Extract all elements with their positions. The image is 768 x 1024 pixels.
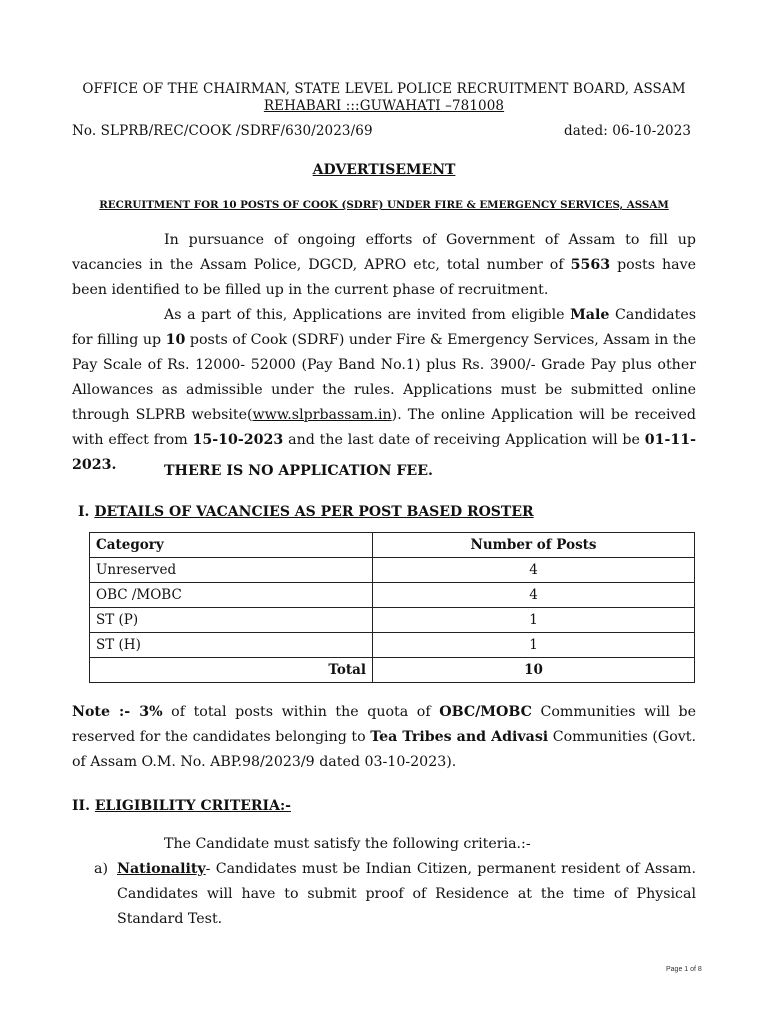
criteria-marker: a) — [94, 861, 108, 877]
table-total-label: Total — [90, 658, 373, 683]
total-posts-count: 5563 — [570, 257, 611, 273]
table-cell-category: Unreserved — [90, 558, 373, 583]
criteria-intro: The Candidate must satisfy the following criteria.:- — [164, 836, 531, 852]
section-2-heading — [72, 798, 291, 814]
paragraph-intro — [72, 228, 696, 303]
nationality-text: - Candidates must be Indian Citizen, permanent resident of Assam. Candidates will have to submit proof of Residence at the time of Physical Standard Test. — [117, 861, 696, 927]
vacancy-table — [89, 532, 695, 683]
page-number: Page 1 of 8 — [666, 966, 702, 973]
document-subtitle — [0, 199, 768, 211]
table-cell-posts: 4 — [373, 558, 695, 583]
document-subtitle-text: RECRUITMENT FOR 10 POSTS OF COOK (SDRF) UNDER FIRE & EMERGENCY SERVICES, ASSAM — [99, 199, 669, 211]
paragraph-application — [72, 303, 696, 478]
table-header-row — [90, 533, 695, 558]
note-tea-tribes: Tea Tribes and Adivasi — [370, 729, 549, 745]
document-title-text: ADVERTISEMENT — [312, 162, 456, 178]
start-date: 15-10-2023 — [192, 432, 284, 448]
reservation-note — [72, 700, 696, 775]
section-1-numeral: I. — [78, 504, 90, 520]
para2-text-1: As a part of this, Applications are invited from eligible — [164, 307, 571, 323]
section-2-title: ELIGIBILITY CRITERIA:- — [94, 798, 291, 814]
table-total-row — [90, 658, 695, 683]
para2-text-3: posts of Cook (SDRF) under Fire & Emergency Services, Assam in the Pay Scale of Rs. 12000- 52000 (Pay Band No.1) plus Rs. 3900/- Grade Pay plus other Allowances as admissible under the rules. Applications must be submitted online through SLPRB website( — [72, 332, 696, 423]
para2-text-5: and the last date of receiving Application will be — [283, 432, 645, 448]
office-address — [0, 98, 768, 114]
note-obc: OBC/MOBC — [439, 704, 532, 720]
section-2-numeral: II. — [72, 798, 90, 814]
office-address-text: REHABARI :::GUWAHATI –781008 — [263, 98, 505, 114]
table-header-posts: Number of Posts — [373, 533, 695, 558]
office-header: OFFICE OF THE CHAIRMAN, STATE LEVEL POLICE RECRUITMENT BOARD, ASSAM — [82, 81, 686, 97]
document-title — [0, 162, 768, 178]
para1-text-1: In pursuance of ongoing efforts of Government of Assam to fill up vacancies in the Assam Police, DGCD, APRO etc, total number of — [72, 232, 696, 273]
cook-posts-count: 10 — [165, 332, 186, 348]
table-row — [90, 608, 695, 633]
table-cell-category: OBC /MOBC — [90, 583, 373, 608]
male-emphasis: Male — [570, 307, 610, 323]
note-label: Note :- — [72, 704, 140, 720]
nationality-label: Nationality — [117, 861, 206, 877]
no-fee-notice: THERE IS NO APPLICATION FEE. — [164, 463, 433, 479]
table-header-category: Category — [90, 533, 373, 558]
date-line: dated: 06-10-2023 — [564, 123, 692, 139]
note-percentage: 3% — [139, 704, 163, 720]
website-link[interactable]: www.slprbassam.in — [252, 407, 392, 423]
para2-text-4: ). The online Application will be received with effect from — [72, 407, 697, 448]
note-text-2: Communities will be reserved for the candidates belonging to — [72, 704, 697, 745]
table-cell-posts: 1 — [373, 633, 695, 658]
table-row — [90, 633, 695, 658]
table-total-value: 10 — [373, 658, 695, 683]
end-date: 01-11-2023. — [72, 432, 696, 473]
criteria-nationality — [117, 857, 696, 932]
section-1-heading — [78, 504, 534, 520]
table-cell-posts: 4 — [373, 583, 695, 608]
table-cell-category: ST (H) — [90, 633, 373, 658]
table-cell-posts: 1 — [373, 608, 695, 633]
table-cell-category: ST (P) — [90, 608, 373, 633]
section-1-title: DETAILS OF VACANCIES AS PER POST BASED ROSTER — [94, 504, 534, 520]
para1-text-2: posts have been identified to be filled up in the current phase of recruitment. — [72, 257, 696, 298]
table-row — [90, 583, 695, 608]
table-row — [90, 558, 695, 583]
note-text-1: of total posts within the quota of — [162, 704, 440, 720]
para2-text-2: Candidates for filling up — [72, 307, 696, 348]
reference-number: No. SLPRB/REC/COOK /SDRF/630/2023/69 — [72, 123, 373, 139]
note-text-3: Communities (Govt. of Assam O.M. No. ABP.98/2023/9 dated 03-10-2023). — [72, 729, 696, 770]
